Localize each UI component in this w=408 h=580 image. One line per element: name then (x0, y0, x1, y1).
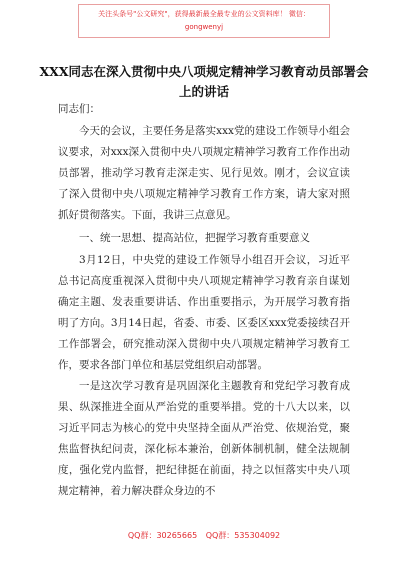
section-heading-1: 一、统一思想、提高站位，把握学习教育重要意义 (79, 232, 310, 244)
footer-contact (58, 530, 350, 541)
paragraph-3: 一是这次学习教育是巩固深化主题教育和党纪学习教育成果、纵深推进全面从严治党的重要举措。党的十八大以来，以习近平同志为核心的党中央坚持全面从严治党、依规治党，聚焦监督执纪问责，深化标本兼治，创新体制机制，健全法规制度，强化党内监督，把纪律挺在前面，持之以恒落实中央八项规定精神，着力解决群众身边的不 (58, 380, 350, 497)
footer-qq-group-2: QQ群：535304092 (205, 531, 281, 540)
document-title-continued: 上的讲话 (178, 84, 229, 99)
promo-banner-text: 关注头条号"公文研究"，获得最新最全最专业的公文资料库！ 微信：gongwenyj (98, 10, 310, 31)
document-title: XXX同志在深入贯彻中央八项规定精神学习教育动员部署会 (39, 64, 369, 79)
paragraph-2: 3月12日，中央党的建设工作领导小组召开会议，习近平总书记高度重视深入贯彻中央八项规定精神学习教育亲自谋划确定主题、发表重要讲话、作出重要指示，为开展学习教育指明了方向。3月14日起，省委、市委、区委区xxx党委接续召开工作部署会，研究推动深入贯彻中央八项规定精神学习教育工作，要求各部门单位和基层党组织启动部署。 (58, 254, 350, 371)
footer-qq-group-1: QQ群：30265665 (127, 531, 198, 540)
promo-banner (78, 4, 330, 38)
paragraph-intro: 今天的会议，主要任务是落实xxx党的建设工作领导小组会议要求，对xxx深入贯彻中央八项规定精神学习教育工作作出动员部署，推动学习教育走深走实、见行见效。刚才，会议宣读了深入贯彻中央八项规定精神学习教育工作方案，请大家对照抓好贯彻落实。下面，我讲三点意见。 (58, 125, 350, 221)
salutation: 同志们： (58, 103, 100, 115)
